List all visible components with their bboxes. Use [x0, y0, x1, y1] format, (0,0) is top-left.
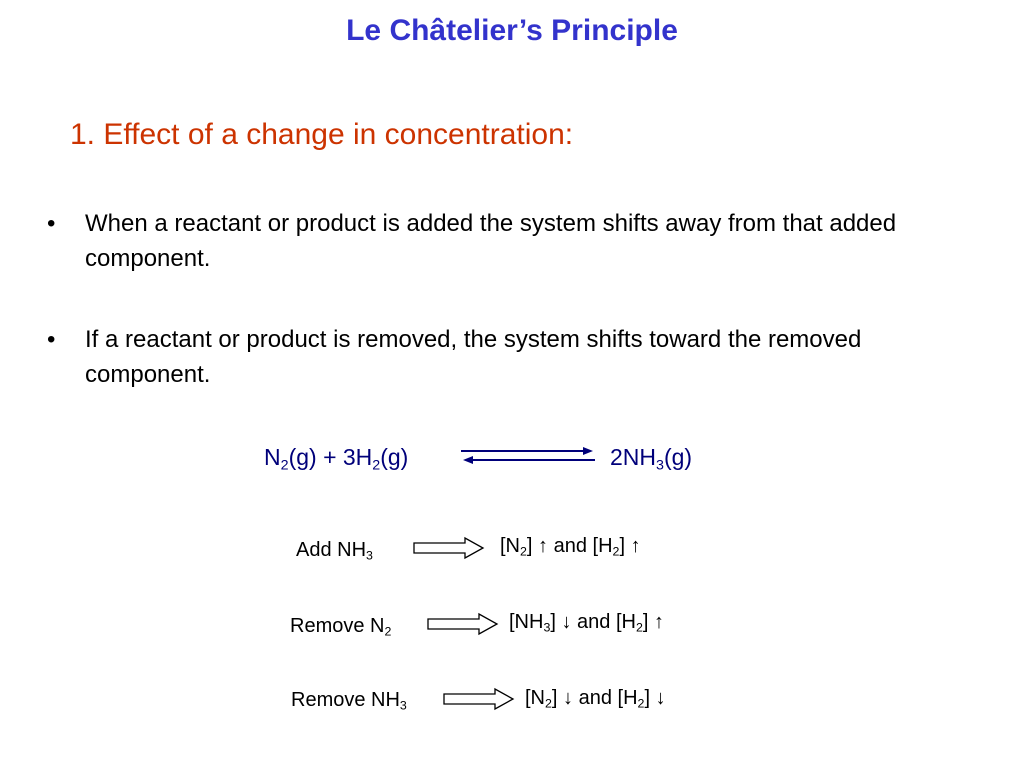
bullet-text: When a reactant or product is added the system shifts away from that added component. [85, 210, 897, 272]
arrow-down-icon: ↓ [655, 687, 666, 709]
result-text: ] [551, 687, 558, 709]
action-text: Remove NH [291, 689, 400, 711]
change-result [525, 687, 666, 710]
bullet-marker: • [47, 326, 56, 353]
arrow-down-icon: ↓ [563, 687, 574, 709]
subscript: 2 [635, 620, 643, 635]
section-heading: 1. Effect of a change in concentration: [70, 118, 574, 151]
arrow-up-icon: ↑ [538, 535, 549, 557]
arrow-up-icon: ↑ [654, 611, 665, 633]
arrow-up-icon: ↑ [630, 535, 641, 557]
reactant-nitrogen: N [264, 444, 281, 470]
bullet-item [47, 322, 927, 392]
implies-arrow-icon [427, 613, 499, 635]
change-result [500, 535, 641, 558]
change-action [291, 689, 407, 712]
result-text: [NH [509, 611, 544, 633]
subscript: 2 [384, 624, 392, 639]
result-text: [H [592, 535, 613, 557]
implies-arrow-icon [443, 688, 515, 710]
subscript: 2 [372, 457, 381, 474]
change-action [290, 615, 391, 638]
result-text: [H [617, 687, 638, 709]
subscript: 3 [543, 620, 551, 635]
reactant-state: (g) [380, 444, 409, 470]
arrow-down-icon: ↓ [561, 611, 572, 633]
joiner-text: and [553, 535, 587, 557]
product-state: (g) [663, 444, 693, 470]
subscript: 3 [656, 457, 664, 474]
result-text: [H [615, 611, 636, 633]
subscript: 2 [520, 544, 527, 559]
result-text: [N [525, 687, 545, 709]
slide-title: Le Châtelier’s Principle [346, 14, 678, 47]
result-text: ] [526, 535, 533, 557]
result-text: ] [644, 687, 650, 709]
joiner-text: and [578, 687, 612, 709]
result-text: [N [500, 535, 520, 557]
bullet-item [47, 206, 927, 276]
action-text: Add NH [296, 539, 367, 561]
equation-product [610, 444, 693, 474]
equation-reactants [264, 444, 409, 474]
subscript: 2 [612, 544, 620, 559]
implies-arrow-icon [413, 537, 485, 559]
reactant-state-plus-hydrogen: (g) + 3H [288, 444, 373, 470]
result-text: ] [550, 611, 556, 633]
result-text: ] [642, 611, 649, 633]
equilibrium-arrows-icon [455, 446, 601, 466]
change-action [296, 539, 373, 562]
subscript: 2 [280, 457, 289, 474]
action-text: Remove N [290, 615, 385, 637]
change-result [509, 611, 664, 634]
subscript: 2 [545, 696, 552, 711]
subscript: 2 [637, 696, 645, 711]
product-ammonia: 2NH [610, 444, 657, 470]
bullet-marker: • [47, 210, 56, 237]
subscript: 3 [399, 698, 407, 713]
joiner-text: and [577, 611, 611, 633]
subscript: 3 [366, 548, 373, 563]
result-text: ] [619, 535, 625, 557]
bullet-text: If a reactant or product is removed, the system shifts toward the removed component. [85, 326, 862, 388]
